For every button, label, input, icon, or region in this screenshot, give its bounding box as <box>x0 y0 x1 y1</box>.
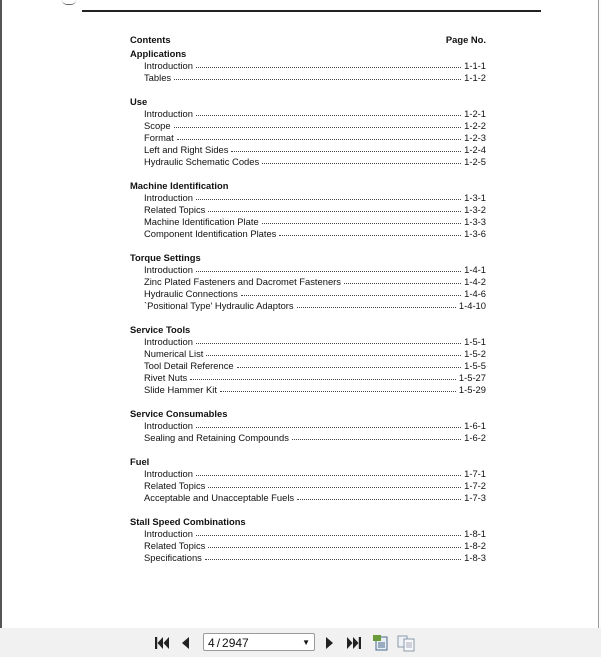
section-title: Service Tools <box>130 324 191 335</box>
dot-leader <box>174 71 461 80</box>
toc-entry-label: Introduction <box>144 468 193 479</box>
page-edge-right <box>598 0 599 628</box>
section-title: Torque Settings <box>130 252 201 263</box>
toc-entry-label: Hydraulic Schematic Codes <box>144 156 260 167</box>
toc-entry-page: 1-5-27 <box>458 372 486 383</box>
dot-leader <box>220 383 456 392</box>
dot-leader <box>196 263 461 272</box>
navigation-toolbar <box>0 628 601 657</box>
toc-entry-label: `Positional Type' Hydraulic Adaptors <box>144 300 294 311</box>
toc-entry-label: Introduction <box>144 264 193 275</box>
toc-entry-label: Introduction <box>144 60 193 71</box>
toc-entry[interactable] <box>130 156 486 168</box>
dot-leader <box>292 431 461 440</box>
toc-entry-page: 1-8-3 <box>464 552 486 563</box>
page-separator: / <box>216 636 221 650</box>
toc-entry-label: Specifications <box>144 552 202 563</box>
two-page-view-icon <box>397 634 415 652</box>
fit-page-button[interactable] <box>372 634 390 652</box>
toc-entry[interactable] <box>130 72 486 84</box>
previous-page-icon <box>180 636 192 650</box>
toc-entry[interactable] <box>130 552 486 564</box>
dot-leader <box>237 359 461 368</box>
toc-entry-page: 1-4-1 <box>464 264 486 275</box>
page-number-select[interactable] <box>203 633 315 651</box>
table-of-contents <box>130 34 486 576</box>
two-page-view-button[interactable] <box>397 634 415 652</box>
toc-entry-page: 1-1-1 <box>464 60 486 71</box>
total-pages: 2947 <box>222 636 249 650</box>
toc-entry-label: Introduction <box>144 420 193 431</box>
toc-section <box>130 516 486 564</box>
toc-section <box>130 96 486 168</box>
toc-entry[interactable] <box>130 492 486 504</box>
toc-entry-label: Format <box>144 132 174 143</box>
dot-leader <box>196 59 461 68</box>
toc-entry-page: 1-4-2 <box>464 276 486 287</box>
toc-entry-label: Scope <box>144 120 171 131</box>
dot-leader <box>196 107 461 116</box>
dot-leader <box>297 491 461 500</box>
toc-entry-page: 1-3-6 <box>464 228 486 239</box>
dot-leader <box>208 539 461 548</box>
dot-leader <box>205 551 461 560</box>
toc-entry-label: Related Topics <box>144 540 206 551</box>
toc-entry-page: 1-2-4 <box>464 144 486 155</box>
toc-entry-label: Tables <box>144 72 172 83</box>
dot-leader <box>208 479 461 488</box>
dot-leader <box>208 203 461 212</box>
dot-leader <box>344 275 461 284</box>
toc-entry-label: Machine Identification Plate <box>144 216 259 227</box>
dot-leader <box>262 155 461 164</box>
dot-leader <box>196 467 461 476</box>
current-page-number: 4 <box>208 636 215 650</box>
toc-section <box>130 48 486 84</box>
toc-entry-page: 1-2-1 <box>464 108 486 119</box>
document-page <box>2 0 598 628</box>
dot-leader <box>177 131 461 140</box>
section-title: Applications <box>130 48 187 59</box>
toc-entry-page: 1-5-1 <box>464 336 486 347</box>
section-title: Use <box>130 96 148 107</box>
toc-entry-label: Introduction <box>144 336 193 347</box>
toc-entry-label: Introduction <box>144 192 193 203</box>
toc-entry-label: Related Topics <box>144 480 206 491</box>
toc-entry-label: Introduction <box>144 528 193 539</box>
first-page-icon <box>154 636 170 650</box>
contents-heading: Contents <box>130 34 171 45</box>
toc-entry-label: Slide Hammer Kit <box>144 384 217 395</box>
section-title: Service Consumables <box>130 408 228 419</box>
page-no-heading: Page No. <box>445 34 486 45</box>
toc-entry-page: 1-7-3 <box>464 492 486 503</box>
toc-entry-page: 1-6-2 <box>464 432 486 443</box>
toc-entry-label: Acceptable and Unacceptable Fuels <box>144 492 295 503</box>
previous-page-button[interactable] <box>177 634 195 652</box>
toc-entry-page: 1-3-2 <box>464 204 486 215</box>
section-title: Fuel <box>130 456 150 467</box>
section-title: Machine Identification <box>130 180 229 191</box>
toc-entry[interactable] <box>130 228 486 240</box>
toc-entry-page: 1-2-3 <box>464 132 486 143</box>
toc-entry-page: 1-1-2 <box>464 72 486 83</box>
toc-section <box>130 324 486 396</box>
toc-entry[interactable] <box>130 432 486 444</box>
section-title: Stall Speed Combinations <box>130 516 246 527</box>
dot-leader <box>231 143 461 152</box>
toc-entry-page: 1-5-5 <box>464 360 486 371</box>
dot-leader <box>196 419 461 428</box>
fit-page-icon <box>372 634 390 652</box>
toc-entry-page: 1-7-1 <box>464 468 486 479</box>
toc-entry-page: 1-4-10 <box>458 300 486 311</box>
toc-entry-page: 1-3-3 <box>464 216 486 227</box>
toc-entry-label: Rivet Nuts <box>144 372 188 383</box>
toc-entry[interactable] <box>130 300 486 312</box>
next-page-icon <box>323 636 335 650</box>
toc-section <box>130 408 486 444</box>
top-cut-mark <box>62 0 76 5</box>
toc-section <box>130 456 486 504</box>
last-page-button[interactable] <box>345 634 363 652</box>
toc-sections <box>130 48 486 564</box>
toc-entry-page: 1-2-5 <box>464 156 486 167</box>
toc-section <box>130 180 486 240</box>
toc-entry-label: Related Topics <box>144 204 206 215</box>
dot-leader <box>241 287 461 296</box>
toc-entry-page: 1-7-2 <box>464 480 486 491</box>
toc-entry-page: 1-8-2 <box>464 540 486 551</box>
dot-leader <box>279 227 461 236</box>
toc-entry-page: 1-2-2 <box>464 120 486 131</box>
toc-entry-label: Sealing and Retaining Compounds <box>144 432 289 443</box>
toc-section <box>130 252 486 312</box>
dot-leader <box>196 335 461 344</box>
toc-entry[interactable] <box>130 384 486 396</box>
toc-entry-page: 1-8-1 <box>464 528 486 539</box>
toc-entry-label: Zinc Plated Fasteners and Dacromet Fasteners <box>144 276 341 287</box>
toc-entry-label: Numerical List <box>144 348 204 359</box>
toc-entry-label: Left and Right Sides <box>144 144 229 155</box>
dot-leader <box>206 347 461 356</box>
toc-entry-page: 1-5-2 <box>464 348 486 359</box>
toc-entry-page: 1-5-29 <box>458 384 486 395</box>
chevron-down-icon: ▼ <box>302 638 310 647</box>
toc-header <box>130 34 486 47</box>
toc-entry-label: Hydraulic Connections <box>144 288 238 299</box>
dot-leader <box>196 191 461 200</box>
toc-entry-label: Introduction <box>144 108 193 119</box>
toc-entry-page: 1-6-1 <box>464 420 486 431</box>
dot-leader <box>174 119 462 128</box>
last-page-icon <box>346 636 362 650</box>
dot-leader <box>262 215 461 224</box>
toc-entry-label: Tool Detail Reference <box>144 360 234 371</box>
toc-entry-page: 1-3-1 <box>464 192 486 203</box>
dot-leader <box>297 299 456 308</box>
toc-entry-label: Component Identification Plates <box>144 228 277 239</box>
first-page-button[interactable] <box>153 634 171 652</box>
dot-leader <box>196 527 461 536</box>
dot-leader <box>190 371 456 380</box>
header-rule <box>82 10 541 12</box>
next-page-button[interactable] <box>320 634 338 652</box>
toc-entry-page: 1-4-6 <box>464 288 486 299</box>
